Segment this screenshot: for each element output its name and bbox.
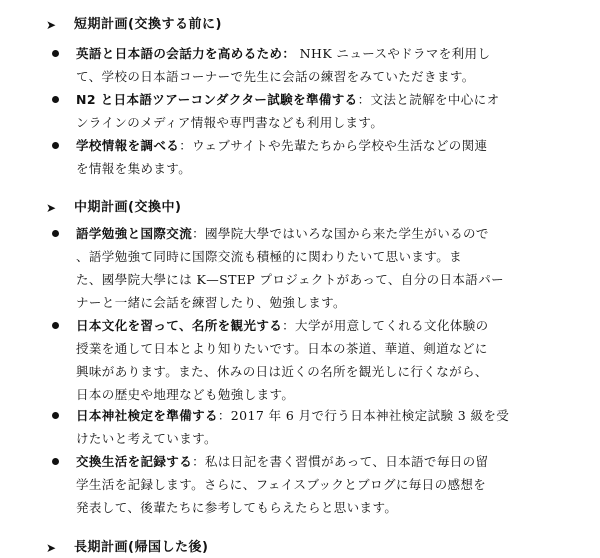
item-title: 日本神社検定を準備する [76, 408, 218, 423]
item-title: N2 と日本語ツアーコンダクター試験を準備する [76, 92, 358, 107]
bullet-icon [52, 322, 59, 329]
item-text: 授業を通して日本とより知りたいです。日本の茶道、華道、剣道などに [76, 341, 488, 356]
item-title: 日本文化を習って、名所を観光する [76, 318, 283, 333]
bullet-icon [52, 230, 59, 237]
item-text: NHK ニュースやドラマを利用し [295, 46, 491, 61]
item-text: 発表して、後輩たちに参考してもらえたらと思います。 [76, 500, 398, 515]
item-text: 日本の歴史や地理なども勉強します。 [76, 387, 295, 402]
item-text: ：ウェブサイトや先輩たちから学校や生活などの関連 [179, 138, 488, 153]
item-text: て、学校の日本語コーナーで先生に会話の練習をみていただきます。 [76, 69, 475, 84]
arrow-bullet-icon: ➤ [46, 541, 57, 555]
item-text: ：私は日記を書く習慣があって、日本語で毎日の留 [192, 454, 489, 469]
item-title: 語学勉強と国際交流 [76, 226, 193, 241]
item-text: ：文法と読解を中心にオ [357, 92, 500, 107]
bullet-icon [52, 458, 59, 465]
item-text: 、語学勉強て同時に国際交流も積極的に関わりたいて思います。ま [76, 249, 463, 264]
item-text: た、國學院大學には K—STEP プロジェクトがあって、自分の日本語パー [76, 272, 504, 287]
item-text: ：大学が用意してくれる文化体験の [282, 318, 489, 333]
bullet-icon [52, 50, 59, 57]
item-text: 学生活を記録します。さらに、フェイスブックとブログに毎日の感想を [76, 477, 487, 492]
item-text: 興味があります。また、休みの日は近くの名所を観光しに行くながら、 [76, 364, 488, 379]
item-title: 学校情報を調べる [76, 138, 180, 153]
arrow-bullet-icon: ➤ [46, 201, 57, 215]
item-text: ：國學院大學ではいろな国から来た学生がいるので [192, 226, 489, 241]
bullet-icon [52, 96, 59, 103]
bullet-icon [52, 142, 59, 149]
item-text: けたいと考えています。 [76, 431, 217, 446]
section-title: 中期計画(交換中) [74, 200, 182, 215]
item-title: 交換生活を記録する [76, 454, 193, 469]
bullet-icon [52, 412, 59, 419]
section-title: 長期計画(帰国した後) [74, 540, 209, 555]
item-text: ：2017 年 6 月で行う日本神社検定試験 3 級を受 [217, 408, 510, 423]
arrow-bullet-icon: ➤ [46, 18, 57, 32]
item-text: ナーと一緒に会話を練習したり、勉強します。 [76, 295, 346, 310]
section-title: 短期計画(交換する前に) [74, 17, 222, 32]
item-text: ンラインのメディア情報や専門書なども利用します。 [76, 115, 384, 130]
item-text: を情報を集めます。 [76, 161, 192, 176]
item-title: 英語と日本語の会話力を高めるため： [76, 46, 296, 61]
